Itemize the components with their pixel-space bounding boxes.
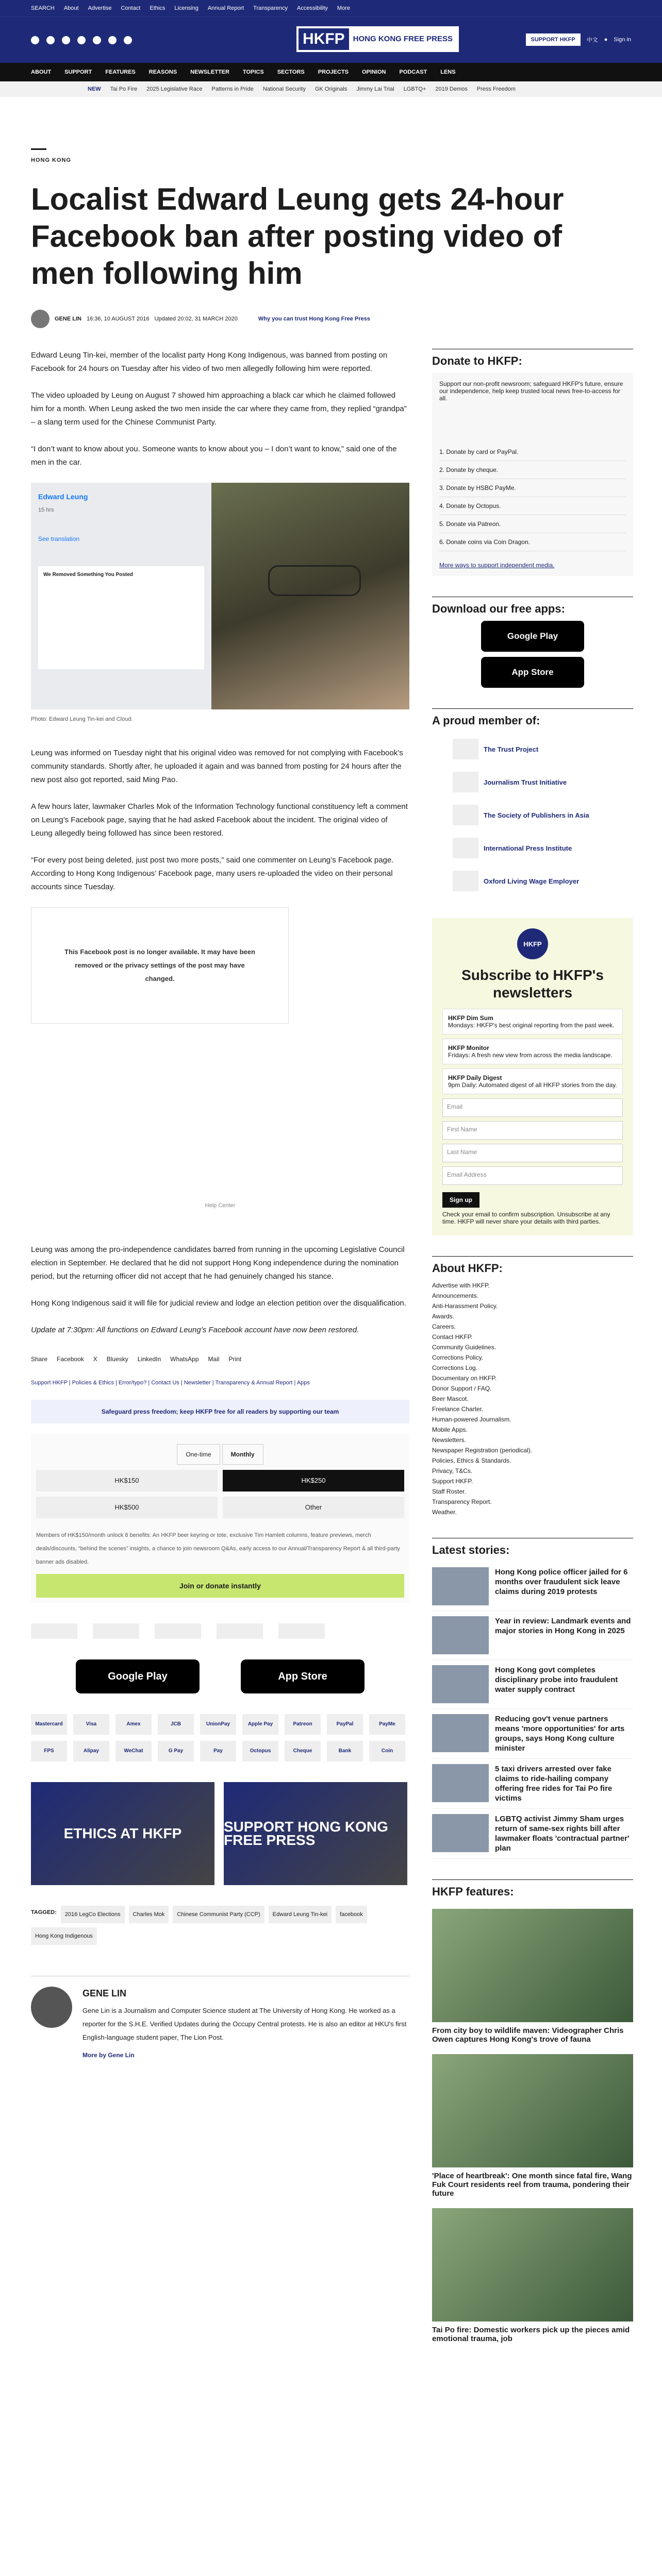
article-paragraph: A few hours later, lawmaker Charles Mok of the Information Technology functional constituency left a comment on Leung’s Facebook page, saying that he had asked Facebook about the incident. The original video of Leung allegedly being followed has since been restored. bbox=[31, 802, 408, 838]
trending-item[interactable]: 2025 Legislative Race bbox=[146, 86, 203, 92]
feature-title: From city boy to wildlife maven: Videographer Chris Owen captures Hong Kong's trove of fauna bbox=[432, 2026, 624, 2044]
author-bio: Gene Lin is a Journalism and Computer Science student at The University of Hong Kong. He worked as a reporter for the S.H.E. Verified Updates during the Occupy Central protests. He is also an editor at HKU's first English-language student paper, The Lion Post. bbox=[82, 2007, 407, 2041]
nav-topics[interactable]: TOPICS bbox=[242, 69, 264, 75]
trust-link[interactable]: Why you can trust Hong Kong Free Press bbox=[258, 316, 370, 322]
sidebar-app-store[interactable]: App Store bbox=[481, 657, 584, 688]
nav-projects[interactable]: PROJECTS bbox=[318, 69, 349, 75]
badge bbox=[217, 1623, 263, 1639]
trending-item[interactable]: 2019 Demos bbox=[435, 86, 468, 92]
nav-features[interactable]: FEATURES bbox=[105, 69, 136, 75]
story-thumbnail bbox=[432, 1814, 489, 1852]
payment-logo: Mastercard bbox=[31, 1714, 67, 1735]
support-button[interactable]: SUPPORT HKFP bbox=[526, 33, 581, 46]
apps-heading: Download our free apps: bbox=[432, 597, 633, 616]
article-category[interactable]: HONG KONG bbox=[31, 157, 72, 163]
ethics-video[interactable]: ETHICS AT HKFP bbox=[31, 1782, 214, 1885]
sidebar bbox=[432, 349, 633, 2348]
amount-option-selected[interactable]: HK$250 bbox=[223, 1470, 404, 1492]
payment-logo: Coin bbox=[369, 1741, 405, 1761]
donate-option[interactable]: 3. Donate by HSBC PayMe. bbox=[439, 479, 626, 497]
payment-methods bbox=[31, 1714, 409, 1761]
share-x[interactable]: X bbox=[93, 1355, 97, 1363]
feature-story[interactable] bbox=[432, 1904, 633, 2049]
facebook-screenshot bbox=[31, 483, 211, 709]
payment-logo: Apple Pay bbox=[242, 1714, 278, 1735]
trending-item[interactable]: LGBTQ+ bbox=[403, 86, 426, 92]
author-avatar[interactable] bbox=[31, 310, 49, 328]
story-title: LGBTQ activist Jimmy Sham urges return of same-sex rights bill after lawmaker floats 'contractual partner' plan bbox=[495, 1815, 630, 1853]
tag[interactable]: Hong Kong Indigenous bbox=[31, 1927, 97, 1945]
article-paragraph: The video uploaded by Leung on August 7 showed him approaching a black car which he claimed followed him for a month. When Leung asked the two men inside the car where they came from, they replied “grandpa” – a slang term used for the Chinese Communist Party. bbox=[31, 391, 407, 427]
about-link[interactable]: Awards. bbox=[432, 1313, 455, 1320]
main-content bbox=[0, 148, 662, 2348]
features-heading: HKFP features: bbox=[432, 1879, 633, 1899]
donate-option[interactable]: 2. Donate by cheque. bbox=[439, 461, 626, 479]
about-link[interactable]: Corrections Log. bbox=[432, 1364, 478, 1371]
story-thumbnail bbox=[432, 1714, 489, 1752]
member-label: International Press Institute bbox=[484, 844, 572, 852]
about-link[interactable]: Staff Roster. bbox=[432, 1488, 466, 1495]
fb-profile-name: Edward Leung bbox=[38, 493, 88, 501]
living-wage-icon bbox=[453, 871, 478, 891]
share-bluesky[interactable]: Bluesky bbox=[106, 1355, 128, 1363]
payment-logo: FPS bbox=[31, 1741, 67, 1761]
signup-button[interactable]: Sign up bbox=[442, 1192, 479, 1208]
footer-links[interactable]: Support HKFP | Policies & Ethics | Error/typo? | Contact Us | Newsletter | Transparency & Annual Report | Apps bbox=[31, 1380, 310, 1386]
donate-intro: Support our non-profit newsroom; safeguard HKFP's future, ensure our independence, help keep trusted local news free-to-access for all. bbox=[439, 380, 623, 402]
about-link[interactable]: Weather. bbox=[432, 1509, 457, 1516]
member-label: Oxford Living Wage Employer bbox=[484, 877, 580, 885]
topbar-search[interactable]: SEARCH bbox=[31, 5, 55, 11]
safeguard-banner[interactable]: Safeguard press freedom; keep HKFP free for all readers by supporting our team bbox=[31, 1400, 409, 1423]
about-link[interactable]: Advertise with HKFP. bbox=[432, 1282, 490, 1289]
nav-podcast[interactable]: PODCAST bbox=[399, 69, 427, 75]
trending-item[interactable]: National Security bbox=[262, 86, 306, 92]
partner-badges bbox=[31, 1623, 409, 1639]
glasses-shape bbox=[268, 565, 361, 596]
topbar-accessibility[interactable]: Accessibility bbox=[297, 5, 328, 11]
header-actions bbox=[526, 33, 631, 46]
google-play-button[interactable]: Google Play bbox=[76, 1659, 200, 1693]
email-address-field[interactable]: Email Address bbox=[442, 1166, 623, 1185]
badge bbox=[93, 1623, 139, 1639]
member-org[interactable] bbox=[432, 832, 633, 865]
social-links bbox=[31, 36, 132, 44]
sidebar-google-play[interactable]: Google Play bbox=[481, 621, 584, 652]
article-paragraph: Leung was informed on Tuesday night that his original video was removed for not complying with Facebook’s community standards. Shortly after, he uploaded it again and was banned from posting for 24 hours after the new post also got reported, said Ming Pao. bbox=[31, 749, 403, 784]
latest-story[interactable] bbox=[432, 1562, 633, 1611]
amount-option[interactable]: HK$150 bbox=[36, 1470, 218, 1492]
frequency-toggle bbox=[36, 1444, 404, 1465]
donate-heading: Donate to HKFP: bbox=[432, 349, 633, 368]
topbar-advertise[interactable]: Advertise bbox=[88, 5, 112, 11]
nav-newsletter[interactable]: NEWSLETTER bbox=[190, 69, 229, 75]
monthly-tab[interactable]: Monthly bbox=[222, 1444, 263, 1465]
about-heading: About HKFP: bbox=[432, 1256, 633, 1275]
payment-logo: PayMe bbox=[369, 1714, 405, 1735]
share-linkedin[interactable]: LinkedIn bbox=[137, 1355, 161, 1363]
bluesky-icon[interactable] bbox=[77, 36, 86, 44]
threads-icon[interactable] bbox=[93, 36, 101, 44]
photo-caption: Photo: Edward Leung Tin-kei and Cloud. bbox=[31, 716, 133, 722]
feature-title: 'Place of heartbreak': One month since fatal fire, Wang Fuk Court residents reel from trauma, pondering their future bbox=[432, 2172, 632, 2198]
payment-logo: Amex bbox=[115, 1714, 152, 1735]
topbar-licensing[interactable]: Licensing bbox=[174, 5, 198, 11]
new-label: NEW bbox=[88, 86, 101, 92]
fb-see-translation: See translation bbox=[38, 535, 80, 543]
share-print[interactable]: Print bbox=[228, 1355, 242, 1363]
payment-logo: WeChat bbox=[115, 1741, 152, 1761]
story-title: Hong Kong govt completes disciplinary probe into fraudulent water supply contract bbox=[495, 1666, 618, 1694]
member-org[interactable] bbox=[432, 766, 633, 799]
tag[interactable]: 2016 LegCo Elections bbox=[61, 1906, 125, 1923]
site-header bbox=[0, 16, 662, 63]
linkedin-icon[interactable] bbox=[108, 36, 117, 44]
about-link[interactable]: Donor Support / FAQ. bbox=[432, 1385, 492, 1392]
option-desc: 9pm Daily: Automated digest of all HKFP stories from the day. bbox=[448, 1081, 617, 1089]
more-ways-link[interactable]: More ways to support independent media. bbox=[439, 562, 555, 569]
main-nav bbox=[0, 63, 662, 81]
payment-logo: Pay bbox=[200, 1741, 236, 1761]
app-stores bbox=[31, 1659, 409, 1693]
help-center-link[interactable]: Help Center bbox=[205, 1202, 236, 1209]
about-link[interactable]: Policies, Ethics & Standards. bbox=[432, 1457, 511, 1464]
author-photo[interactable] bbox=[31, 1987, 72, 2028]
option-name: HKFP Daily Digest bbox=[448, 1074, 502, 1081]
donate-option[interactable]: 4. Donate by Octopus. bbox=[439, 497, 626, 515]
promo-videos bbox=[31, 1782, 409, 1885]
badge bbox=[155, 1623, 201, 1639]
nav-opinion[interactable]: OPINION bbox=[362, 69, 386, 75]
publish-date: 16:36, 10 AUGUST 2016 bbox=[86, 316, 150, 322]
author-name[interactable]: GENE LIN bbox=[55, 316, 81, 322]
about-link[interactable]: Privacy, T&Cs. bbox=[432, 1467, 473, 1475]
badge bbox=[278, 1623, 325, 1639]
facebook-icon[interactable] bbox=[31, 36, 39, 44]
update-note: Update at 7:30pm: All functions on Edward Leung’s Facebook account have now been restored. bbox=[31, 1326, 359, 1334]
newsletter-option[interactable] bbox=[442, 1069, 623, 1094]
newsletter-title: Subscribe to HKFP's newsletters bbox=[461, 967, 604, 1001]
topbar-more[interactable]: More bbox=[337, 5, 350, 11]
article-photo bbox=[31, 483, 409, 709]
nav-support[interactable]: SUPPORT bbox=[64, 69, 92, 75]
nav-about[interactable]: ABOUT bbox=[31, 69, 52, 75]
donate-option[interactable]: 1. Donate by card or PayPal. bbox=[439, 443, 626, 461]
member-label: Journalism Trust Initiative bbox=[484, 778, 567, 786]
site-logo[interactable] bbox=[296, 26, 459, 52]
article-paragraph: “I don’t want to know about you. Someone wants to know about you – I don’t want to know,” said one of the men in the car. bbox=[31, 445, 397, 467]
story-thumbnail bbox=[432, 1665, 489, 1703]
story-thumbnail bbox=[432, 1764, 489, 1802]
share-label: Share bbox=[31, 1355, 48, 1363]
article-paragraph: Edward Leung Tin-kei, member of the localist party Hong Kong Indigenous, was banned from posting on Facebook for 24 hours on Tuesday after his video of two men allegedly following him were reported. bbox=[31, 351, 388, 373]
topbar-contact[interactable]: Contact bbox=[121, 5, 141, 11]
logo-box: HKFP bbox=[299, 28, 349, 50]
tagged-label: TAGGED: bbox=[31, 1909, 57, 1916]
tag[interactable]: facebook bbox=[336, 1906, 367, 1923]
payment-logo: Cheque bbox=[285, 1741, 321, 1761]
topbar-transparency[interactable]: Transparency bbox=[253, 5, 288, 11]
about-link[interactable]: Human-powered Journalism. bbox=[432, 1416, 511, 1423]
tag[interactable]: Edward Leung Tin-kei bbox=[269, 1906, 332, 1923]
payment-logo: Alipay bbox=[73, 1741, 109, 1761]
topbar-annual-report[interactable]: Annual Report bbox=[207, 5, 244, 11]
amount-option[interactable]: Other bbox=[223, 1497, 404, 1518]
account-icon[interactable]: ● bbox=[604, 37, 608, 43]
article-paragraph: Hong Kong Indigenous said it will file for judicial review and lodge an election petition over the disqualification. bbox=[31, 1299, 406, 1308]
fb-notice-title: We Removed Something You Posted bbox=[43, 572, 133, 578]
about-link[interactable]: Support HKFP. bbox=[432, 1478, 473, 1485]
top-utility-bar bbox=[0, 0, 662, 16]
story-title: Reducing gov't venue partners means 'more opportunities' for arts groups, says Hong Kong culture minister bbox=[495, 1715, 625, 1753]
payment-logo: Visa bbox=[73, 1714, 109, 1735]
instagram-icon[interactable] bbox=[62, 36, 70, 44]
member-label: The Society of Publishers in Asia bbox=[484, 811, 589, 819]
ipi-icon bbox=[453, 838, 478, 858]
article-tags bbox=[31, 1906, 409, 1945]
about-link[interactable]: Beer Mascot. bbox=[432, 1395, 469, 1402]
about-link[interactable]: Transparency Report. bbox=[432, 1498, 492, 1505]
x-icon[interactable] bbox=[46, 36, 55, 44]
option-desc: Mondays: HKFP's best original reporting from the past week. bbox=[448, 1022, 615, 1029]
member-org[interactable] bbox=[432, 733, 633, 766]
newsletter-fine-print: Check your email to confirm subscription. Unsubscribe at any time. HKFP will never share your details with third parties. bbox=[442, 1211, 610, 1225]
portrait-image bbox=[211, 483, 409, 709]
article-paragraph: “For every post being deleted, just post two more posts,” said one commenter on Leung’s Facebook page. According to Hong Kong Indigenous’ Facebook page, many users re-uploaded the video on their personal accounts since Tuesday. bbox=[31, 856, 394, 891]
nav-reasons[interactable]: REASONS bbox=[148, 69, 177, 75]
amount-option[interactable]: HK$500 bbox=[36, 1497, 218, 1518]
payment-logo: JCB bbox=[158, 1714, 194, 1735]
newsletter-option[interactable] bbox=[442, 1039, 623, 1064]
badge bbox=[31, 1623, 77, 1639]
payment-logo: PayPal bbox=[327, 1714, 363, 1735]
jti-icon bbox=[453, 772, 478, 792]
one-time-tab[interactable]: One-time bbox=[177, 1444, 220, 1465]
payment-logo: G Pay bbox=[158, 1741, 194, 1761]
latest-story[interactable] bbox=[432, 1709, 633, 1759]
members-heading: A proud member of: bbox=[432, 708, 633, 727]
latest-story[interactable] bbox=[432, 1809, 633, 1859]
trending-item[interactable]: Jimmy Lai Trial bbox=[356, 86, 394, 92]
member-org[interactable] bbox=[432, 799, 633, 832]
sopa-icon bbox=[453, 805, 478, 825]
fb-notice-card bbox=[38, 566, 204, 669]
donation-widget bbox=[31, 1434, 409, 1603]
newsletter-signup bbox=[432, 918, 633, 1235]
nav-lens[interactable]: LENS bbox=[440, 69, 456, 75]
member-benefits: Members of HK$150/month unlock 8 benefits: An HKFP beer keyring or tote, exclusive Tim Hamlett columns, feature previews, merch deals/discounts, “behind the scenes” insights, a chance to join newsroom Q&As, early access to our Annual/Transparency Report & all third-party banner ads disabled. bbox=[36, 1532, 400, 1565]
about-link[interactable]: Documentary on HKFP. bbox=[432, 1375, 497, 1382]
donate-option[interactable]: 6. Donate coins via Coin Dragon. bbox=[439, 533, 626, 551]
share-bar bbox=[31, 1352, 409, 1366]
feature-image bbox=[432, 2208, 633, 2321]
sign-in-link[interactable]: Sign in bbox=[614, 37, 631, 43]
share-mail[interactable]: Mail bbox=[208, 1355, 220, 1363]
app-store-button[interactable]: App Store bbox=[241, 1659, 365, 1693]
logo-text: HONG KONG FREE PRESS bbox=[353, 35, 453, 43]
trust-project-icon bbox=[453, 739, 478, 759]
story-thumbnail bbox=[432, 1567, 489, 1605]
member-label: The Trust Project bbox=[484, 745, 539, 753]
story-title: 5 taxi drivers arrested over fake claims to ride-hailing company offering free rides for Tai Po fire victims bbox=[495, 1765, 613, 1803]
topbar-ethics[interactable]: Ethics bbox=[150, 5, 166, 11]
story-title: Year in review: Landmark events and major stories in Hong Kong in 2025 bbox=[495, 1617, 631, 1635]
payment-logo: UnionPay bbox=[200, 1714, 236, 1735]
payment-logo: Bank bbox=[327, 1741, 363, 1761]
amount-options bbox=[36, 1470, 404, 1518]
nav-sectors[interactable]: SECTORS bbox=[277, 69, 305, 75]
story-title: Hong Kong police officer jailed for 6 months over fraudulent sick leave claims during 2019 protests bbox=[495, 1568, 628, 1596]
about-link[interactable]: Contact HKFP. bbox=[432, 1333, 473, 1341]
two-column-layout bbox=[31, 349, 631, 2348]
latest-story[interactable] bbox=[432, 1660, 633, 1709]
first-name-field[interactable]: First Name bbox=[442, 1121, 623, 1140]
option-desc: Fridays: A fresh new view from across the media landscape. bbox=[448, 1052, 613, 1059]
about-link[interactable]: Community Guidelines. bbox=[432, 1344, 496, 1351]
fb-post-time: 15 hrs bbox=[38, 507, 54, 513]
feature-story[interactable] bbox=[432, 2049, 633, 2203]
trending-item[interactable]: Patterns in Pride bbox=[211, 86, 254, 92]
trending-bar bbox=[0, 81, 662, 97]
latest-story[interactable] bbox=[432, 1611, 633, 1660]
about-link[interactable]: Newspaper Registration (periodical). bbox=[432, 1447, 533, 1454]
about-link[interactable]: Freelance Charter. bbox=[432, 1405, 484, 1413]
join-button[interactable]: Join or donate instantly bbox=[36, 1574, 404, 1598]
about-link[interactable]: Newsletters. bbox=[432, 1436, 467, 1444]
feature-story[interactable] bbox=[432, 2203, 633, 2348]
topbar-about[interactable]: About bbox=[63, 5, 79, 11]
member-org[interactable] bbox=[432, 865, 633, 897]
about-link[interactable]: Announcements. bbox=[432, 1292, 479, 1299]
about-link[interactable]: Careers. bbox=[432, 1323, 456, 1330]
facebook-embed: This Facebook post is no longer available. It may have been removed or the privacy settings of the post may have changed. bbox=[31, 907, 289, 1024]
donate-panel bbox=[432, 373, 633, 576]
article-body bbox=[31, 349, 409, 2348]
byline bbox=[31, 310, 631, 328]
option-name: HKFP Monitor bbox=[448, 1044, 489, 1052]
about-link[interactable]: Corrections Policy. bbox=[432, 1354, 484, 1361]
about-link[interactable]: Mobile Apps. bbox=[432, 1426, 468, 1433]
trending-item[interactable]: Press Freedom bbox=[476, 86, 516, 92]
email-field[interactable]: Email bbox=[442, 1098, 623, 1117]
about-link[interactable]: Anti-Harassment Policy. bbox=[432, 1302, 498, 1310]
feature-image bbox=[432, 2054, 633, 2167]
tag[interactable]: Charles Mok bbox=[129, 1906, 169, 1923]
tag[interactable]: Chinese Communist Party (CCP) bbox=[173, 1906, 264, 1923]
story-thumbnail bbox=[432, 1616, 489, 1654]
author-box-name[interactable]: GENE LIN bbox=[82, 1988, 127, 1998]
payment-logo: Patreon bbox=[285, 1714, 321, 1735]
support-video[interactable]: SUPPORT HONG KONG FREE PRESS bbox=[224, 1782, 407, 1885]
option-name: HKFP Dim Sum bbox=[448, 1014, 493, 1022]
trending-item[interactable]: Tai Po Fire bbox=[110, 86, 138, 92]
trending-item[interactable]: GK Originals bbox=[315, 86, 347, 92]
author-box bbox=[31, 1976, 409, 2062]
about-links bbox=[432, 1280, 633, 1517]
latest-heading: Latest stories: bbox=[432, 1538, 633, 1557]
payment-logo: Octopus bbox=[242, 1741, 278, 1761]
last-name-field[interactable]: Last Name bbox=[442, 1144, 623, 1162]
feature-image bbox=[432, 1909, 633, 2022]
latest-story[interactable] bbox=[432, 1759, 633, 1809]
newsletter-option[interactable] bbox=[442, 1009, 623, 1035]
more-by-author[interactable]: More by Gene Lin bbox=[82, 2052, 135, 2059]
newsletter-logo: HKFP bbox=[517, 928, 548, 959]
article-title: Localist Edward Leung gets 24-hour Facebook ban after posting video of men following him bbox=[31, 182, 564, 291]
feature-title: Tai Po fire: Domestic workers pick up the pieces amid emotional trauma, job bbox=[432, 2326, 630, 2343]
share-whatsapp[interactable]: WhatsApp bbox=[170, 1355, 199, 1363]
donate-option[interactable]: 5. Donate via Patreon. bbox=[439, 515, 626, 533]
title-rule bbox=[31, 148, 46, 150]
youtube-icon[interactable] bbox=[124, 36, 132, 44]
language-toggle[interactable]: 中文 bbox=[586, 37, 598, 43]
updated-date: Updated 20:02, 31 MARCH 2020 bbox=[154, 316, 238, 322]
article-paragraph: Leung was among the pro-independence candidates barred from running in the upcoming Legislative Council election in September. He declared that he did not support Hong Kong independence during the nomination period, but the returning officer did not accept that he had genuinely changed his stance. bbox=[31, 1245, 405, 1281]
share-facebook[interactable]: Facebook bbox=[57, 1355, 84, 1363]
